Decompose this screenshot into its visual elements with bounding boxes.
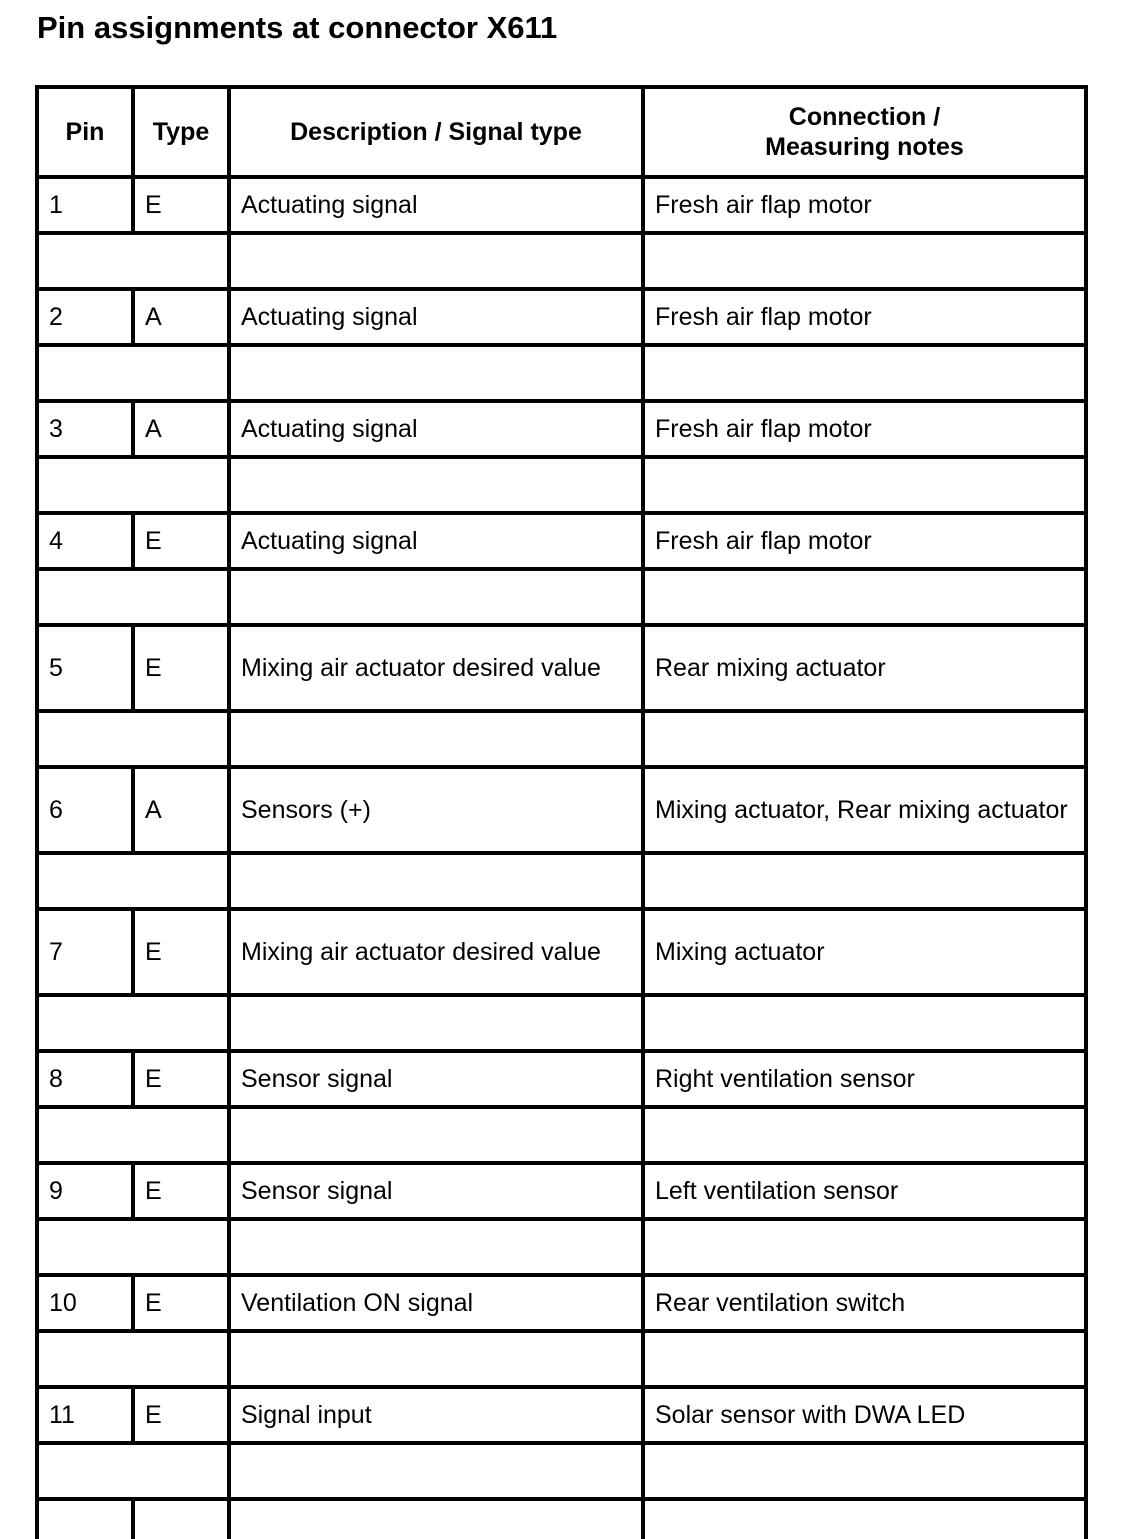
connection-cell: Rear ventilation switch xyxy=(643,1275,1086,1331)
blank-cell xyxy=(229,853,643,909)
blank-cell xyxy=(643,233,1086,289)
type-cell: E xyxy=(133,625,229,711)
table-row xyxy=(37,909,1086,995)
table-row-partial xyxy=(37,1499,1086,1539)
pin-cell: 1 xyxy=(37,177,133,233)
blank-cell xyxy=(643,345,1086,401)
blank-row xyxy=(37,233,1086,289)
connection-cell: Mixing actuator xyxy=(643,909,1086,995)
blank-cell xyxy=(133,1499,229,1539)
blank-cell xyxy=(643,457,1086,513)
blank-cell xyxy=(229,233,643,289)
description-cell: Actuating signal xyxy=(229,513,643,569)
description-cell: Sensors (+) xyxy=(229,767,643,853)
blank-cell xyxy=(229,569,643,625)
type-cell: E xyxy=(133,1275,229,1331)
type-cell: E xyxy=(133,177,229,233)
blank-cell xyxy=(643,1107,1086,1163)
table-row xyxy=(37,1275,1086,1331)
description-cell: Sensor signal xyxy=(229,1051,643,1107)
connection-cell: Rear mixing actuator xyxy=(643,625,1086,711)
table-row xyxy=(37,513,1086,569)
type-cell: E xyxy=(133,1387,229,1443)
description-cell: Mixing air actuator desired value xyxy=(229,625,643,711)
header-type: Type xyxy=(133,87,229,177)
description-cell: Signal input xyxy=(229,1387,643,1443)
table-row xyxy=(37,625,1086,711)
blank-cell xyxy=(643,995,1086,1051)
blank-cell xyxy=(37,1499,133,1539)
pin-cell: 5 xyxy=(37,625,133,711)
pin-cell: 2 xyxy=(37,289,133,345)
blank-row xyxy=(37,995,1086,1051)
blank-cell xyxy=(229,1443,643,1499)
blank-row xyxy=(37,1331,1086,1387)
blank-cell xyxy=(643,1331,1086,1387)
connection-cell: Mixing actuator, Rear mixing actuator xyxy=(643,767,1086,853)
description-cell: Actuating signal xyxy=(229,401,643,457)
pin-cell: 3 xyxy=(37,401,133,457)
pin-cell: 6 xyxy=(37,767,133,853)
type-cell: E xyxy=(133,513,229,569)
pin-cell: 10 xyxy=(37,1275,133,1331)
blank-cell xyxy=(229,995,643,1051)
type-cell: E xyxy=(133,1163,229,1219)
blank-cell xyxy=(37,345,229,401)
pin-cell: 11 xyxy=(37,1387,133,1443)
table-row xyxy=(37,1387,1086,1443)
blank-row xyxy=(37,853,1086,909)
description-cell: Mixing air actuator desired value xyxy=(229,909,643,995)
blank-cell xyxy=(643,569,1086,625)
pin-cell: 4 xyxy=(37,513,133,569)
blank-cell xyxy=(643,1219,1086,1275)
description-cell: Ventilation ON signal xyxy=(229,1275,643,1331)
blank-row xyxy=(37,345,1086,401)
blank-row xyxy=(37,1107,1086,1163)
blank-cell xyxy=(37,457,229,513)
blank-cell xyxy=(229,457,643,513)
blank-row xyxy=(37,457,1086,513)
blank-cell xyxy=(229,1219,643,1275)
blank-cell xyxy=(643,1499,1086,1539)
header-description: Description / Signal type xyxy=(229,87,643,177)
table-row xyxy=(37,767,1086,853)
description-cell: Actuating signal xyxy=(229,289,643,345)
blank-cell xyxy=(229,345,643,401)
pin-cell: 9 xyxy=(37,1163,133,1219)
header-connection-line1: Connection / xyxy=(788,103,941,131)
type-cell: A xyxy=(133,767,229,853)
blank-cell xyxy=(37,853,229,909)
page-title: Pin assignments at connector X611 xyxy=(37,10,558,45)
connection-cell: Fresh air flap motor xyxy=(643,289,1086,345)
blank-cell xyxy=(37,233,229,289)
type-cell: E xyxy=(133,909,229,995)
blank-cell xyxy=(229,1107,643,1163)
blank-row xyxy=(37,1219,1086,1275)
connection-cell: Fresh air flap motor xyxy=(643,401,1086,457)
type-cell: A xyxy=(133,401,229,457)
blank-cell xyxy=(37,995,229,1051)
table-row xyxy=(37,1163,1086,1219)
connection-cell: Left ventilation sensor xyxy=(643,1163,1086,1219)
type-cell: E xyxy=(133,1051,229,1107)
connection-cell: Solar sensor with DWA LED xyxy=(643,1387,1086,1443)
table-header-row xyxy=(37,87,1086,177)
blank-cell xyxy=(229,711,643,767)
blank-cell xyxy=(229,1331,643,1387)
blank-cell xyxy=(643,1443,1086,1499)
blank-cell xyxy=(37,1107,229,1163)
table-row xyxy=(37,177,1086,233)
description-cell: Actuating signal xyxy=(229,177,643,233)
connection-cell: Right ventilation sensor xyxy=(643,1051,1086,1107)
pin-assignment-table xyxy=(35,85,1088,1539)
blank-cell xyxy=(37,1331,229,1387)
blank-cell xyxy=(229,1499,643,1539)
table-row xyxy=(37,401,1086,457)
blank-cell xyxy=(37,569,229,625)
blank-row xyxy=(37,711,1086,767)
blank-cell xyxy=(37,711,229,767)
blank-cell xyxy=(643,711,1086,767)
connection-cell: Fresh air flap motor xyxy=(643,177,1086,233)
table-row xyxy=(37,1051,1086,1107)
connection-cell: Fresh air flap motor xyxy=(643,513,1086,569)
blank-cell xyxy=(37,1443,229,1499)
type-cell: A xyxy=(133,289,229,345)
blank-row xyxy=(37,1443,1086,1499)
header-connection-line2: Measuring notes xyxy=(765,133,964,161)
header-connection xyxy=(643,87,1086,177)
table-row xyxy=(37,289,1086,345)
header-pin: Pin xyxy=(37,87,133,177)
blank-row xyxy=(37,569,1086,625)
pin-cell: 7 xyxy=(37,909,133,995)
pin-cell: 8 xyxy=(37,1051,133,1107)
description-cell: Sensor signal xyxy=(229,1163,643,1219)
blank-cell xyxy=(37,1219,229,1275)
blank-cell xyxy=(643,853,1086,909)
